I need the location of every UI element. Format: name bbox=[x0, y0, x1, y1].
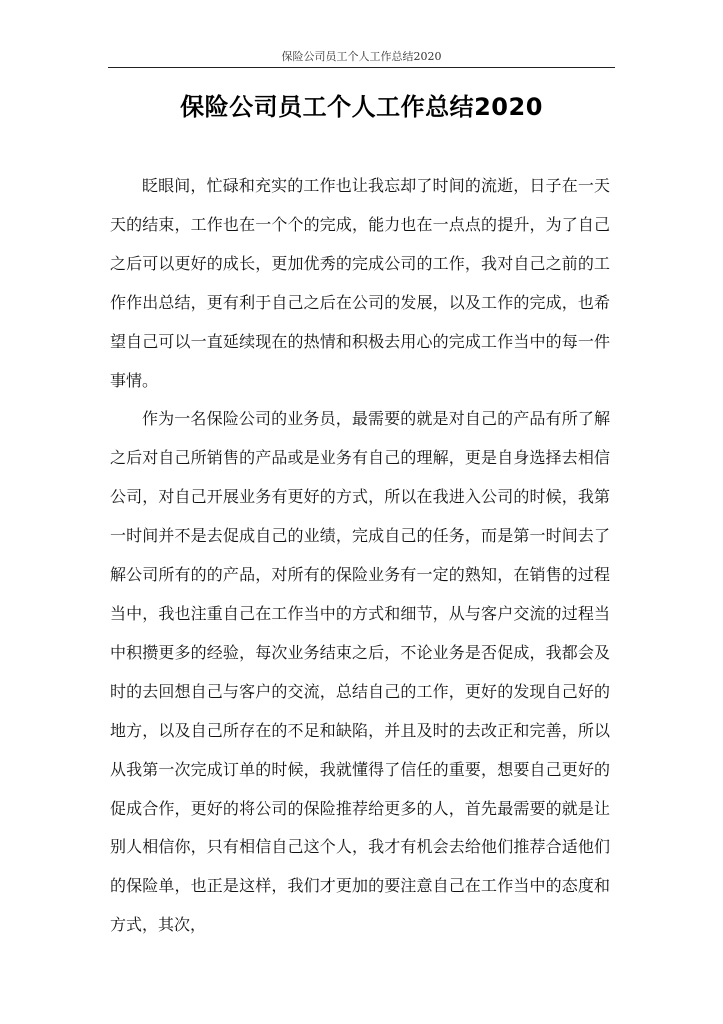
page-title: 保险公司员工个人工作总结2020 bbox=[180, 93, 543, 121]
paragraph-1: 眨眼间，忙碌和充实的工作也让我忘却了时间的流逝，日子在一天天的结束，工作也在一个个的完成，能力也在一点点的提升，为了自己之后可以更好的成长，更加优秀的完成公司的工作，我对自己之前的工作作出总结，更有利于自己之后在公司的发展，以及工作的完成，也希望自己可以一直延续现在的热情和积极去用心的完成工作当中的每一件事情。 bbox=[110, 176, 610, 390]
running-header: 保险公司员工个人工作总结2020 bbox=[281, 50, 442, 63]
paragraph-2: 作为一名保险公司的业务员，最需要的就是对自己的产品有所了解之后对自己所销售的产品或是业务有自己的理解，更是自身选择去相信公司，对自己开展业务有更好的方式，所以在我进入公司的时候，我第一时间并不是去促成自己的业绩，完成自己的任务，而是第一时间去了解公司所有的的产品，对所有的保险业务有一定的熟知，在销售的过程当中，我也注重自己在工作当中的方式和细节，从与客户交流的过程当中积攒更多的经验，每次业务结束之后，不论业务是否促成，我都会及时的去回想自己与客户的交流，总结自己的工作，更好的发现自己好的地方，以及自己所存在的不足和缺陷，并且及时的去改正和完善，所以从我第一次完成订单的时候，我就懂得了信任的重要，想要自己更好的促成合作，更好的将公司的保险推荐给更多的人，首先最需要的就是让别人相信你，只有相信自己这个人，我才有机会去给他们推荐合适他们的保险单，也正是这样，我们才更加的要注意自己在工作当中的态度和方式，其次， bbox=[110, 409, 610, 935]
header-divider bbox=[108, 67, 615, 68]
body-text bbox=[110, 167, 610, 945]
